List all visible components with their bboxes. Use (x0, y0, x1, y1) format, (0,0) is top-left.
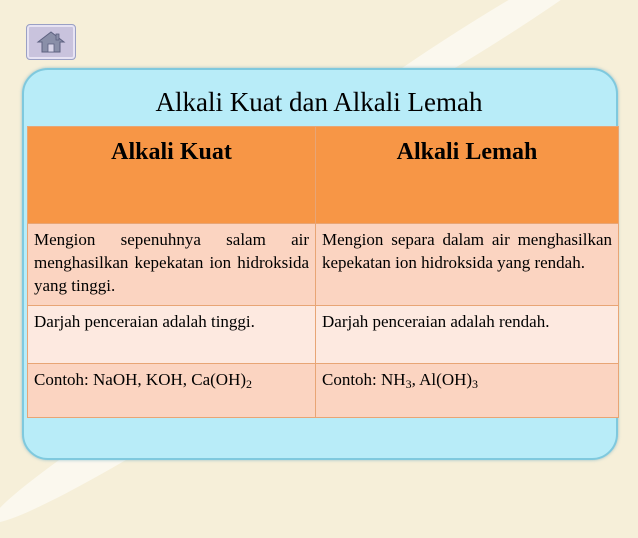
subscript: 2 (246, 377, 253, 391)
table-row (28, 364, 619, 418)
header-weak-alkali: Alkali Lemah (316, 127, 619, 224)
table-cell: Mengion sepenuhnya salam air menghasilkan kepekatan ion hidroksida yang tinggi. (28, 224, 316, 306)
table-cell (316, 364, 619, 418)
subscript: 3 (472, 377, 479, 391)
table-cell (28, 364, 316, 418)
table-row (28, 306, 619, 364)
home-icon (36, 30, 66, 54)
table-row (28, 224, 619, 306)
table-cell: Darjah penceraian adalah rendah. (316, 306, 619, 364)
table-header-row (28, 127, 619, 224)
subscript: 3 (405, 377, 412, 391)
comparison-table (27, 126, 619, 418)
slide-title: Alkali Kuat dan Alkali Lemah (155, 87, 483, 117)
home-button[interactable] (26, 24, 76, 60)
example-strong-text: Contoh: NaOH, KOH, Ca(OH) (34, 370, 247, 389)
example-weak-text: , Al(OH) (411, 370, 473, 389)
example-weak-text: Contoh: NH (322, 370, 406, 389)
header-strong-alkali: Alkali Kuat (28, 127, 316, 224)
table-cell: Mengion separa dalam air menghasilkan kepekatan ion hidroksida yang rendah. (316, 224, 619, 306)
table-cell: Darjah penceraian adalah tinggi. (28, 306, 316, 364)
